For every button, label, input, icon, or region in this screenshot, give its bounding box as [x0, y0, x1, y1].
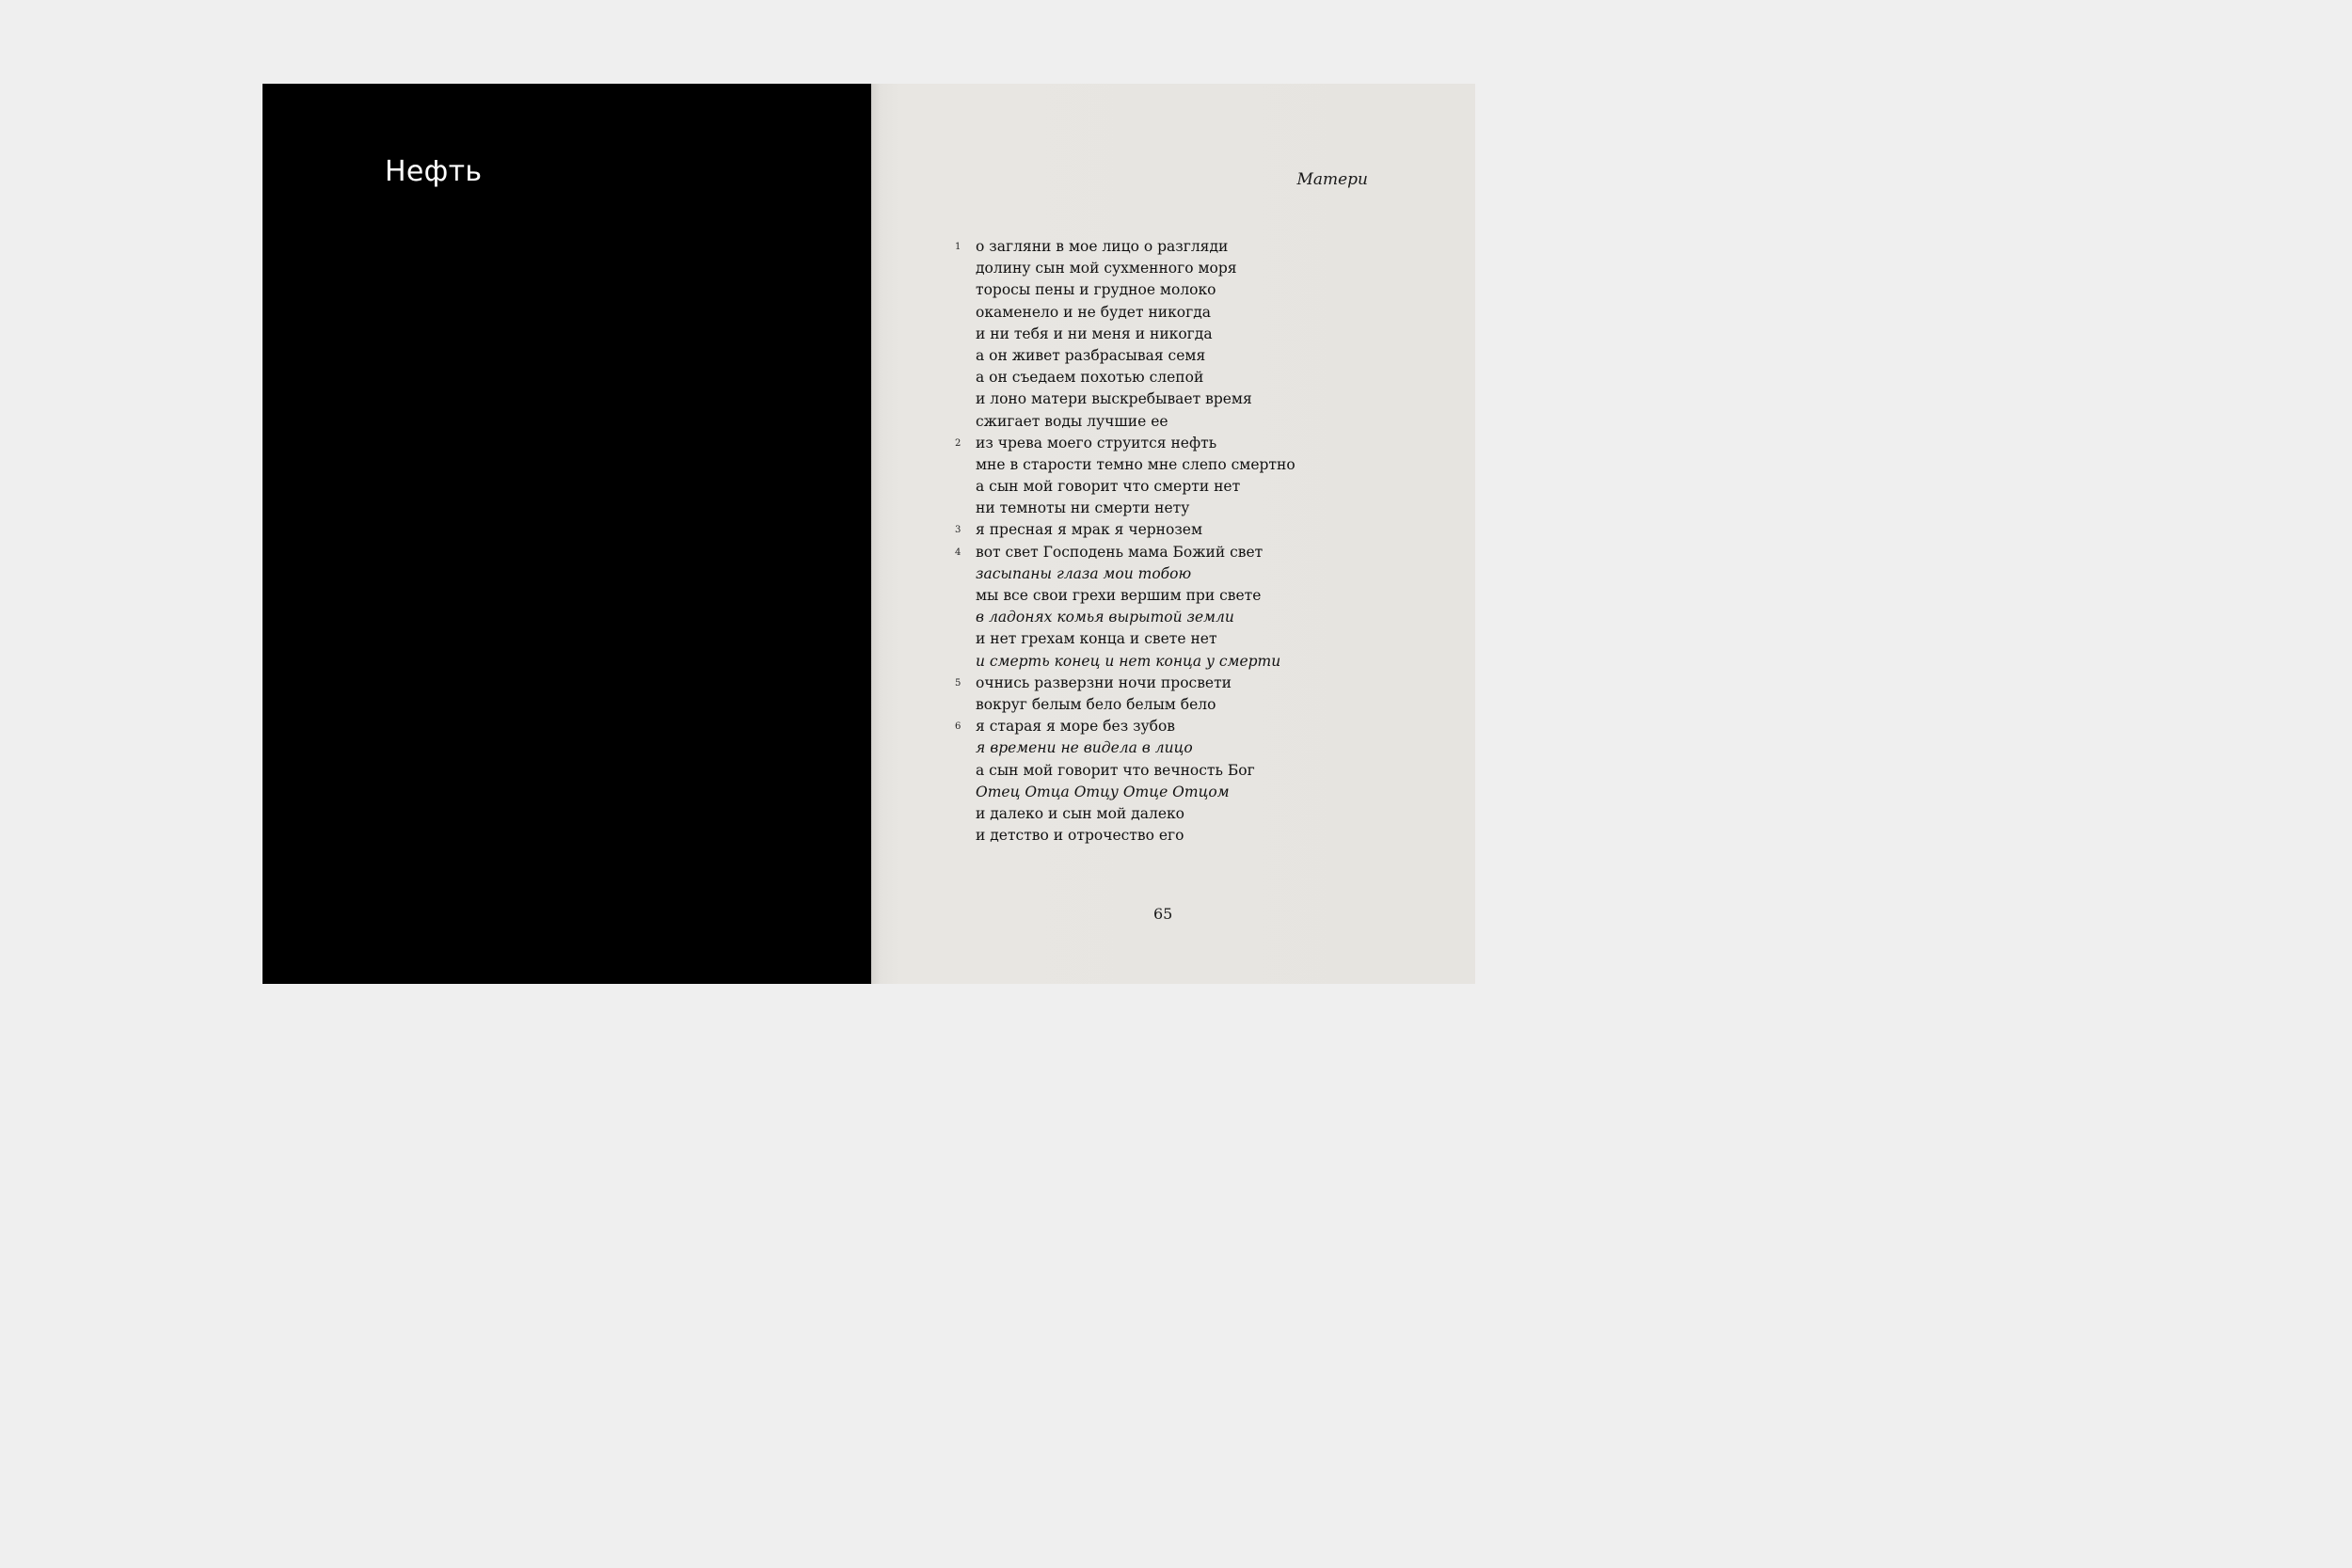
poem-line	[871, 476, 1475, 498]
stanza-number: 2	[955, 437, 961, 449]
poem-line	[871, 782, 1475, 803]
poem-line-text: и детство и отрочество его	[976, 827, 1184, 845]
poem-line	[871, 542, 1475, 563]
poem-line	[871, 324, 1475, 345]
poem-line-text: и нет грехам конца и свете нет	[976, 630, 1217, 648]
poem-line-text: окаменело и не будет никогда	[976, 303, 1212, 321]
poem-line-text: Отец Отца Отцу Отце Отцом	[976, 783, 1230, 800]
poem-line	[871, 673, 1475, 694]
poem-line	[871, 694, 1475, 716]
poem-line	[871, 498, 1475, 519]
poem-line-text: вокруг белым бело белым бело	[976, 695, 1216, 713]
poem-line	[871, 388, 1475, 410]
poem-line	[871, 519, 1475, 541]
poem-line-text: я времени не видела в лицо	[976, 739, 1193, 757]
poem-line-text: и далеко и сын мой далеко	[976, 804, 1185, 822]
poem-line-text: долину сын мой сухменного моря	[976, 260, 1237, 277]
stanza-number: 5	[955, 677, 961, 689]
poem-line	[871, 716, 1475, 737]
right-page	[871, 84, 1475, 984]
poem-line-text: засыпаны глаза мои тобою	[976, 564, 1192, 582]
poem-line-text: и ни тебя и ни меня и никогда	[976, 325, 1213, 342]
poem-line-text: в ладонях комья вырытой земли	[976, 609, 1234, 626]
poem-line	[871, 236, 1475, 258]
poem-line	[871, 651, 1475, 673]
poem-line-text: а он живет разбрасывая семя	[976, 346, 1206, 364]
poem-line-text: мне в старости темно мне слепо смертно	[976, 455, 1295, 473]
left-page	[262, 84, 871, 984]
poem-line	[871, 737, 1475, 759]
poem-line-text: ни темноты ни смерти нету	[976, 499, 1190, 517]
poem-line-text: торосы пены и грудное молоко	[976, 281, 1216, 299]
poem-line	[871, 258, 1475, 279]
poem-line	[871, 367, 1475, 388]
poem-line	[871, 628, 1475, 650]
poem-line	[871, 454, 1475, 476]
poem-line-text: мы все свои грехи вершим при свете	[976, 587, 1262, 604]
poem-line	[871, 279, 1475, 301]
stanza-number: 3	[955, 525, 961, 536]
poem-line-text: а он съедаем похотью слепой	[976, 369, 1204, 387]
poem-line-text: а сын мой говорит что вечность Бог	[976, 761, 1255, 779]
poem-line	[871, 760, 1475, 782]
stanza-number: 6	[955, 721, 961, 733]
poem-line	[871, 302, 1475, 324]
poem-line-text: и смерть конец и нет конца у смерти	[976, 652, 1281, 670]
stanza-number: 4	[955, 546, 961, 558]
poem-line	[871, 585, 1475, 607]
dedication: Матери	[1296, 170, 1368, 189]
poem-line-text: а сын мой говорит что смерти нет	[976, 478, 1241, 496]
stanza-number: 1	[955, 242, 961, 252]
poem-line-text: я старая я море без зубов	[976, 718, 1176, 736]
poem-line	[871, 345, 1475, 367]
poem-line	[871, 607, 1475, 628]
poem-line-text: из чрева моего струится нефть	[976, 434, 1217, 451]
poem-line-text: очнись разверзни ночи просвети	[976, 673, 1232, 691]
poem-line	[871, 825, 1475, 847]
poem-line-text: о загляни в мое лицо о разгляди	[976, 238, 1229, 255]
poem-line	[871, 803, 1475, 825]
poem-line	[871, 563, 1475, 585]
poem-line-text: вот свет Господень мама Божий свет	[976, 543, 1263, 561]
chapter-title: Нефть	[385, 155, 483, 188]
poem-line-text: сжигает воды лучшие ее	[976, 412, 1168, 430]
page-number: 65	[1153, 905, 1173, 923]
poem-line-text: и лоно матери выскребывает время	[976, 390, 1252, 408]
poem-line-text: я пресная я мрак я чернозем	[976, 521, 1203, 539]
poem-body	[871, 236, 1475, 847]
poem-line	[871, 433, 1475, 454]
poem-line	[871, 411, 1475, 433]
